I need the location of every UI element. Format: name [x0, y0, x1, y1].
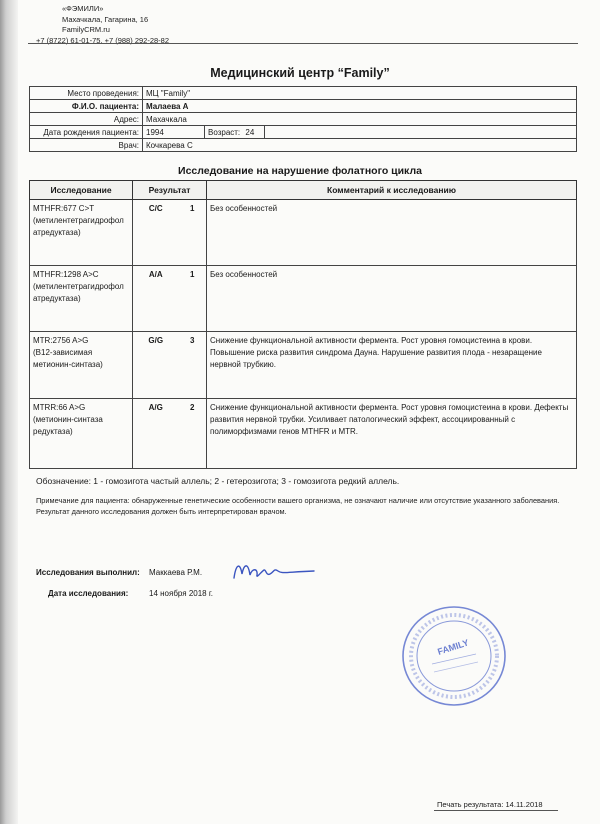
place-label: Место проведения: — [30, 87, 143, 100]
clinic-site: FamilyCRM.ru — [62, 25, 110, 34]
test-desc-line1: (метионин-синтаза — [33, 415, 103, 424]
result-genotype: A/A — [133, 266, 179, 332]
test-code: MTR:2756 A>G — [33, 336, 89, 345]
table-header-row — [30, 181, 577, 200]
patient-name-label: Ф.И.О. пациента: — [30, 100, 143, 113]
date-value: 14 ноября 2018 г. — [149, 589, 213, 598]
test-name-cell — [30, 399, 133, 469]
test-code: MTHFR:677 C>T — [33, 204, 95, 213]
result-genotype: C/C — [133, 200, 179, 266]
result-score: 1 — [179, 266, 207, 332]
doctor-value: Кочкарева С — [143, 139, 577, 152]
header-divider — [28, 43, 578, 44]
result-score: 1 — [179, 200, 207, 266]
comment-cell: Снижение функциональной активности фермента. Рост уровня гомоцистеина в крови. Повышение риска развития синдрома Дауна. Нарушение развития плода - незаращение нервной трубкию. — [207, 332, 577, 399]
results-table — [29, 180, 577, 469]
clinic-address: Махачкала, Гагарина, 16 — [62, 14, 149, 24]
performed-value: Маккаева Р.М. — [149, 568, 203, 577]
performed-label: Исследования выполнил: — [36, 568, 140, 577]
clinic-name: «ФЭМИЛИ» — [62, 4, 104, 13]
test-code: MTRR:66 A>G — [33, 403, 86, 412]
age-cell — [205, 126, 265, 139]
test-desc-line1: (B12-зависимая — [33, 348, 93, 357]
result-score: 2 — [179, 399, 207, 469]
result-score: 3 — [179, 332, 207, 399]
patient-info-table — [29, 86, 577, 152]
patient-note: Примечание для пациента: обнаруженные генетические особенности вашего организма, не означают наличие или отсутствие указанного заболевания. Результат данного исследования должен быть интерпретирован врачом. — [36, 496, 560, 516]
table-row — [30, 266, 577, 332]
age-value: 24 — [245, 127, 255, 137]
test-name-cell — [30, 332, 133, 399]
date-label: Дата исследования: — [48, 589, 129, 598]
age-label: Возраст: — [208, 127, 241, 137]
document-title: Медицинский центр “Family” — [210, 66, 390, 80]
comment-cell: Без особенностей — [207, 266, 577, 332]
header-comment: Комментарий к исследованию — [207, 181, 577, 200]
legend-text: Обозначение: 1 - гомозигота частый аллель; 2 - гетерозигота; 3 - гомозигота редкий аллель. — [36, 476, 400, 486]
birth-value: 1994 — [143, 126, 205, 139]
address-value: Махачкала — [143, 113, 577, 126]
test-desc-line2: атредуктаза) — [33, 228, 81, 237]
result-genotype: A/G — [133, 399, 179, 469]
test-desc-line2: редуктаза) — [33, 427, 73, 436]
header-test: Исследование — [30, 181, 133, 200]
doctor-label: Врач: — [30, 139, 143, 152]
place-value: МЦ "Family" — [143, 87, 577, 100]
table-row — [30, 332, 577, 399]
table-row — [30, 399, 577, 469]
test-desc-line1: (метилентетрагидрофол — [33, 216, 124, 225]
birth-row-empty — [265, 126, 577, 139]
test-code: MTHFR:1298 A>C — [33, 270, 99, 279]
clinic-header — [28, 4, 169, 46]
test-desc-line2: атредуктаза) — [33, 294, 81, 303]
test-name-cell — [30, 200, 133, 266]
test-desc-line1: (метилентетрагидрофол — [33, 282, 124, 291]
clinic-phones: +7 (8722) 61-01-75, +7 (988) 292-28-82 — [36, 35, 170, 45]
table-row — [30, 200, 577, 266]
stamp-text: FAMILY — [436, 637, 470, 657]
scan-edge-shadow — [0, 0, 18, 824]
header-result: Результат — [133, 181, 207, 200]
birth-label: Дата рождения пациента: — [30, 126, 143, 139]
address-label: Адрес: — [30, 113, 143, 126]
comment-cell: Снижение функциональной активности фермента. Рост уровня гомоцистеина в крови. Дефекты развития нервной трубки. Усиливает патологический эффект, ассоциированный с полиморфизмами генов MTHFR и MTR. — [207, 399, 577, 469]
clinic-stamp — [398, 602, 510, 710]
print-underline — [434, 810, 558, 811]
result-genotype: G/G — [133, 332, 179, 399]
print-result: Печать результата: 14.11.2018 — [437, 800, 543, 809]
section-title: Исследование на нарушение фолатного цикла — [178, 165, 422, 177]
signature-image — [230, 558, 320, 586]
comment-cell: Без особенностей — [207, 200, 577, 266]
test-desc-line2: метионин-синтаза) — [33, 360, 103, 369]
patient-name-value: Малаева А — [143, 100, 577, 113]
test-name-cell — [30, 266, 133, 332]
